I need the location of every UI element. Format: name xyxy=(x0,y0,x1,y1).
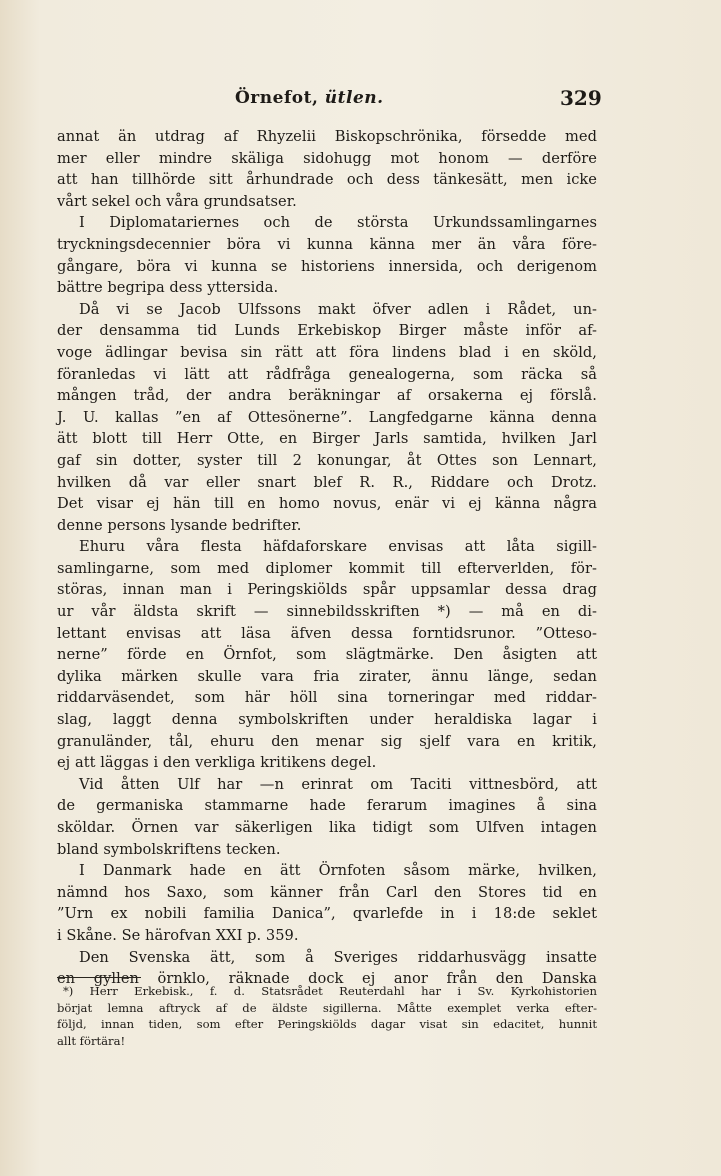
text-line: riddarväsendet, som här höll sina torneringar med riddar- xyxy=(57,689,597,707)
text-line: nämnd hos Saxo, som känner från Carl den Stores tid en xyxy=(57,883,597,901)
text-line: Det visar ej hän till en homo novus, enär vi ej känna några xyxy=(57,495,597,513)
text-line: ej att läggas i den verkliga kritikens degel. xyxy=(57,754,377,772)
text-line: en gyllen örnklo, räknade dock ej anor från den Danska xyxy=(57,970,597,988)
text-line: ”Urn ex nobili familia Danica”, qvarlefde in i 18:de seklet xyxy=(57,905,597,923)
text-line: samlingarne, som med diplomer kommit till efterverlden, för- xyxy=(57,559,597,577)
page-header xyxy=(0,88,721,118)
text-line: störas, innan man i Peringskiölds spår uppsamlar dessa drag xyxy=(57,581,597,599)
text-line: vårt sekel och våra grundsatser. xyxy=(57,192,297,210)
text-line: ur vår äldsta skrift — sinnebildsskriften *) — må en di- xyxy=(57,603,597,621)
text-line: hvilken då var eller snart blef R. R., Riddare och Drotz. xyxy=(57,473,597,491)
text-line: Vid åtten Ulf har —n erinrat om Taciti vittnesbörd, att xyxy=(79,775,597,793)
text-line: föranledas vi lätt att rådfråga genealogerna, som räcka så xyxy=(57,365,597,383)
page-number: 329 xyxy=(560,86,602,110)
running-head: Örnefot, ütlen. xyxy=(235,88,384,108)
text-line: ätt blott till Herr Otte, en Birger Jarls samtida, hvilken Jarl xyxy=(57,430,597,448)
text-line: gaf sin dotter, syster till 2 konungar, åt Ottes son Lennart, xyxy=(57,451,597,469)
footnote-line: allt förtära! xyxy=(57,1033,126,1048)
text-line: I Danmark hade en ätt Örnfoten såsom märke, hvilken, xyxy=(79,862,597,880)
text-line: bland symbolskriftens tecken. xyxy=(57,840,281,858)
text-line: mer eller mindre skäliga sidohugg mot honom — derföre xyxy=(57,149,597,167)
text-line: der densamma tid Lunds Erkebiskop Birger måste inför af- xyxy=(57,322,597,340)
footnote-rule xyxy=(57,977,141,978)
text-line: nerne” förde en Örnfot, som slägtmärke. Den åsigten att xyxy=(57,646,597,664)
text-line: Den Svenska ätt, som å Sveriges riddarhusvägg insatte xyxy=(79,948,597,966)
footnote-line: följd, innan tiden, som efter Peringskiölds dagar visat sin edacitet, hunnit xyxy=(57,1017,597,1032)
text-line: annat än utdrag af Rhyzelii Biskopschrönika, försedde med xyxy=(57,128,597,145)
text-line: J. U. kallas ”en af Ottesönerne”. Langfedgarne känna denna xyxy=(57,408,597,426)
text-line: Ehuru våra flesta häfdaforskare envisas att låta sigill- xyxy=(79,538,597,556)
text-line: Då vi se Jacob Ulfssons makt öfver adlen i Rådet, un- xyxy=(79,300,597,318)
body-text xyxy=(57,126,597,990)
text-line: denne persons lysande bedrifter. xyxy=(57,516,302,534)
text-line: mången tråd, der andra beräkningar af orsakerna ej förslå. xyxy=(57,387,597,405)
text-line: gångare, böra vi kunna se historiens innersida, och derigenom xyxy=(57,257,597,275)
text-line: slag, laggt denna symbolskriften under heraldiska lagar i xyxy=(57,711,597,729)
text-line: I Diplomatariernes och de största Urkundssamlingarnes xyxy=(79,214,597,232)
text-line: i Skåne. Se härofvan XXI p. 359. xyxy=(57,926,299,944)
text-line: granuländer, tål, ehuru den menar sig sjelf vara en kritik, xyxy=(57,732,597,750)
footnote-line: börjat lemna aftryck af de äldste sigillerna. Måtte exemplet verka efter- xyxy=(57,1000,597,1015)
text-line: de germaniska stammarne hade ferarum imagines å sina xyxy=(57,797,597,815)
text-line: att han tillhörde sitt århundrade och dess tänkesätt, men icke xyxy=(57,171,597,189)
footnote xyxy=(57,983,597,1049)
text-line: tryckningsdecennier böra vi kunna känna mer än våra före- xyxy=(57,235,597,253)
text-line: sköldar. Örnen var säkerligen lika tidigt som Ulfven intagen xyxy=(57,819,597,836)
text-line: voge ädlingar bevisa sin rätt att föra lindens blad i en sköld, xyxy=(57,343,597,361)
footnote-line: *) Herr Erkebisk., f. d. Statsrådet Reuterdahl har i Sv. Kyrkohistorien xyxy=(63,984,597,998)
text-line: bättre begripa dess yttersida. xyxy=(57,279,279,297)
text-line: lettant envisas att läsa äfven dessa forntidsrunor. ”Otteso- xyxy=(57,624,597,642)
text-line: dylika märken skulle vara fria zirater, ännu länge, sedan xyxy=(57,667,597,685)
